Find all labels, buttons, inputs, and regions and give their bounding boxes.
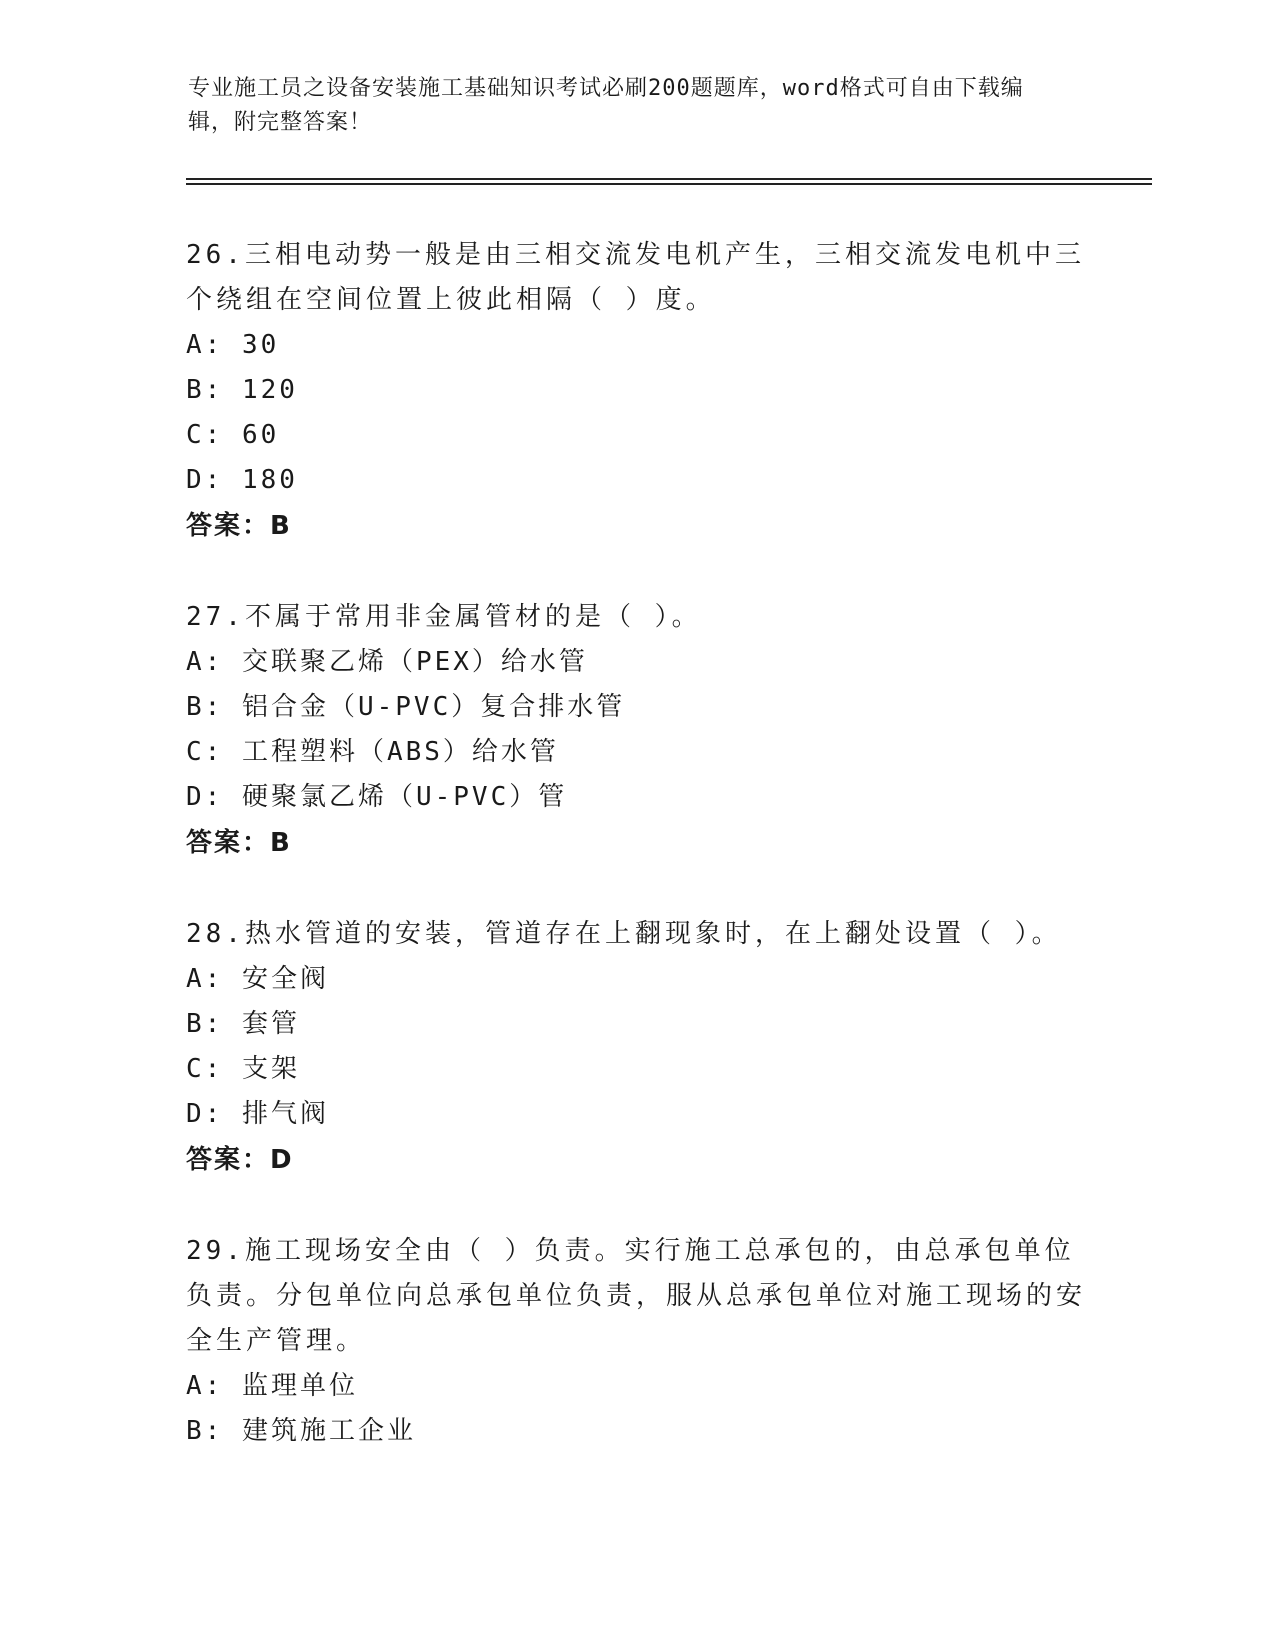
option-b: B: 铝合金（U-PVC）复合排水管	[186, 692, 626, 722]
header-divider-top	[186, 178, 1152, 180]
answer-label: 答案：B	[186, 828, 292, 858]
document-header: 专业施工员之设备安装施工基础知识考试必刷200题题库，word格式可自由下载编辑，附完整答案！	[188, 76, 1024, 135]
header-divider-bottom	[186, 183, 1152, 185]
option-d: D: 排气阀	[186, 1099, 329, 1129]
option-a: A: 监理单位	[186, 1371, 358, 1401]
question-stem: 26.三相电动势一般是由三相交流发电机产生，三相交流发电机中三个绕组在空间位置上彼此相隔（ ）度。	[186, 240, 1085, 315]
option-a: A: 交联聚乙烯（PEX）给水管	[186, 647, 588, 677]
option-c: C: 支架	[186, 1054, 300, 1084]
question-27	[186, 595, 1086, 866]
question-stem: 27.不属于常用非金属管材的是（ ）。	[186, 602, 702, 632]
option-d: D: 硬聚氯乙烯（U-PVC）管	[186, 782, 568, 812]
question-28	[186, 912, 1086, 1183]
question-stem: 29.施工现场安全由（ ）负责。实行施工总承包的，由总承包单位负责。分包单位向总承包单位负责，服从总承包单位对施工现场的安全生产管理。	[186, 1236, 1087, 1356]
answer-label: 答案：B	[186, 511, 292, 541]
option-a: A: 安全阀	[186, 964, 329, 994]
answer-label: 答案：D	[186, 1145, 294, 1175]
option-c: C: 60	[186, 420, 280, 450]
option-c: C: 工程塑料（ABS）给水管	[186, 737, 559, 767]
option-a: A: 30	[186, 330, 280, 360]
option-b: B: 套管	[186, 1009, 300, 1039]
option-b: B: 建筑施工企业	[186, 1416, 416, 1446]
question-list	[186, 233, 1086, 1500]
question-stem: 28.热水管道的安装，管道存在上翻现象时，在上翻处设置（ ）。	[186, 919, 1062, 949]
question-29	[186, 1229, 1086, 1454]
option-d: D: 180	[186, 465, 298, 495]
option-b: B: 120	[186, 375, 298, 405]
question-26	[186, 233, 1086, 549]
